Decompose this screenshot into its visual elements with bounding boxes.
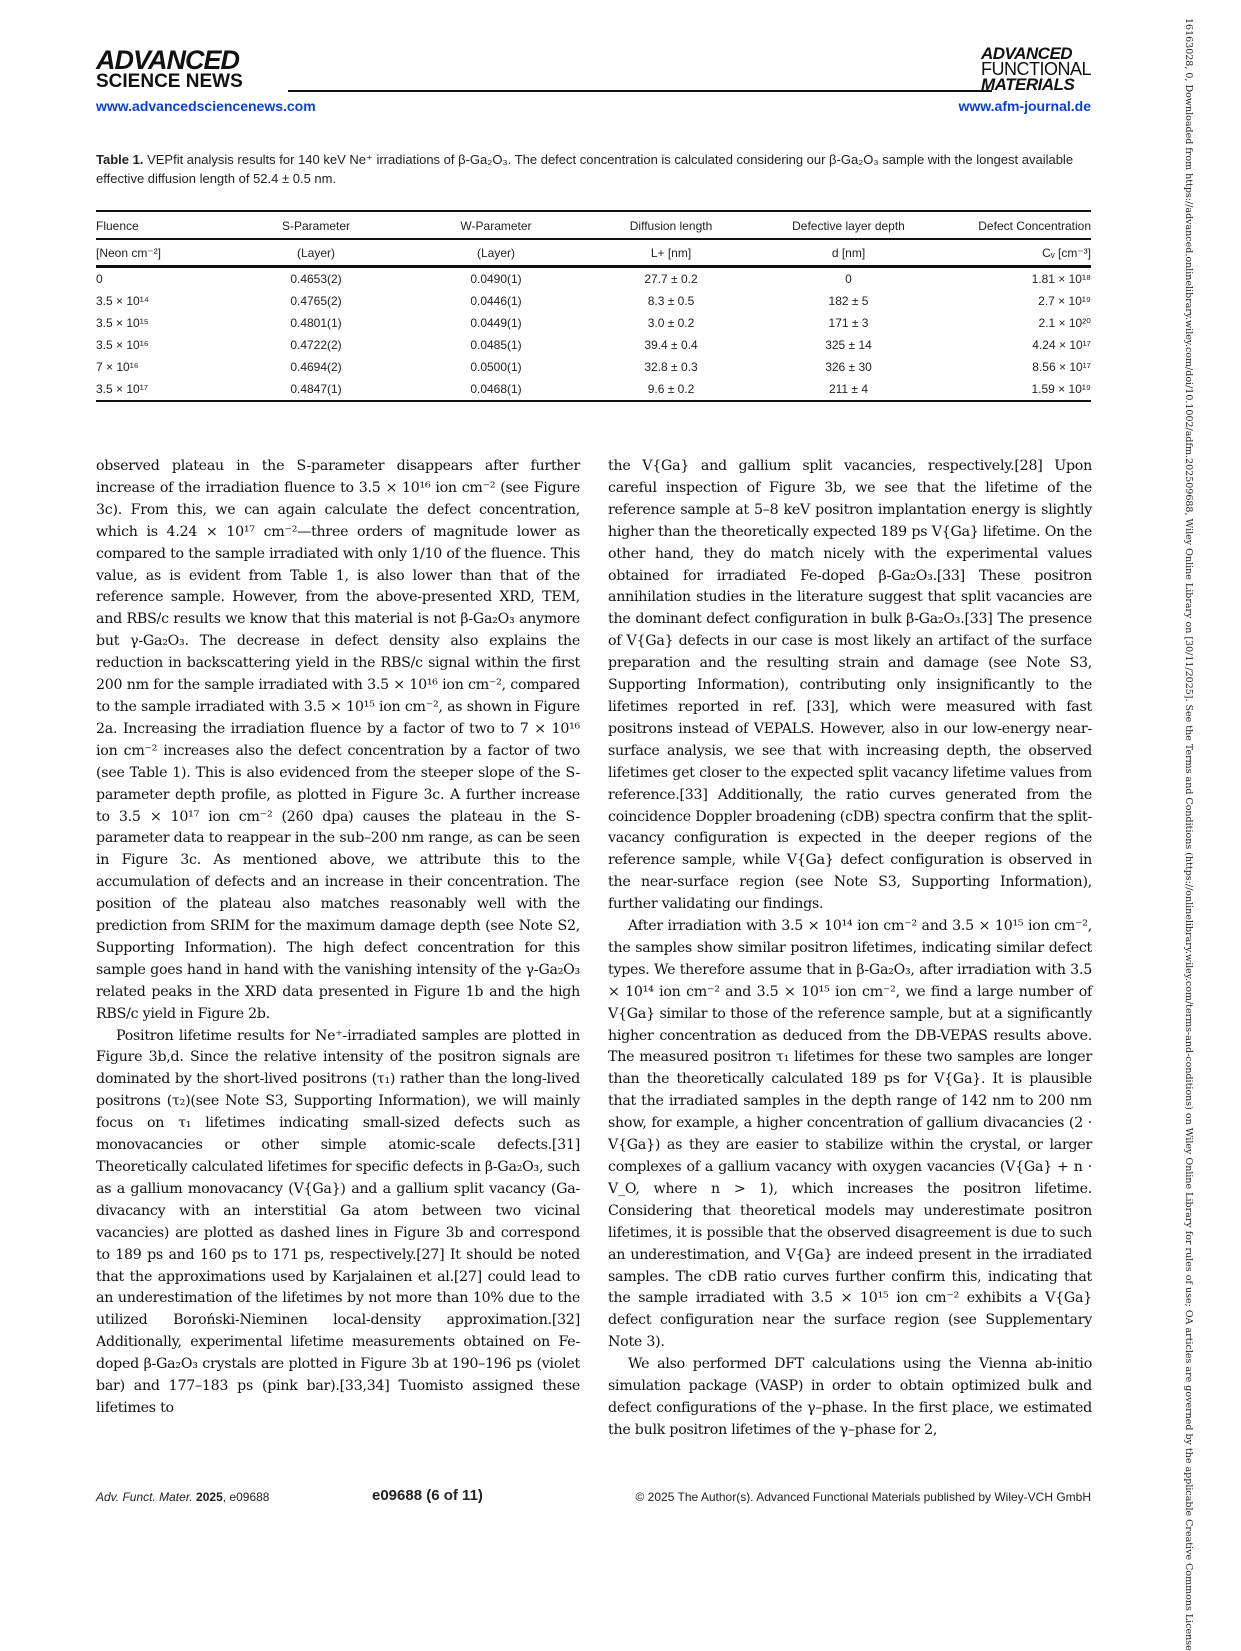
cell-fluence: 3.5 × 10¹⁴ [96, 294, 149, 308]
column-unit-diffusion-length: L+ [nm] [586, 239, 756, 267]
table-row [96, 356, 1091, 378]
column-header-s-parameter: S-Parameter [226, 211, 406, 239]
journal-logo-line1: ADVANCED [980, 44, 1073, 63]
publisher-logo [96, 45, 243, 92]
body-paragraph: Positron lifetime results for Ne⁺-irradiated samples are plotted in Figure 3b,d. Since the relative intensity of the positron signals are dominated by the short-lived positrons (τ₁) rather than the long-lived positrons (τ₂)(see Note S3, Supporting Information), we will mainly focus on τ₁ lifetimes indicating small-sized defects such as monovacancies or other simple atomic-scale defects.[31] Theoretically calculated lifetimes for specific defects in β-Ga₂O₃, such as a gallium monovacancy (V{Ga}) and a gallium split vacancy (Ga-divacancy with an interstitial Ga atom between two vicinal vacancies) are plotted as dashed lines in Figure 3b and correspond to 189 ps and 160 ps to 171 ps, respectively.[27] It should be noted that the approximations used by Karjalainen et al.[27] could lead to an underestimation of the lifetimes by not more than 10% due to the utilized Boroński-Nieminen local-density approximation.[32] Additionally, experimental lifetime measurements obtained on Fe-doped β-Ga₂O₃ crystals are plotted in Figure 3b at 190–196 ps (violet bar) and 177–183 ps (pink bar).[33,34] Tuomisto assigned these lifetimes to [96, 1027, 580, 1416]
cell-layer-depth: 325 ± 14 [825, 338, 872, 352]
cell-diffusion-length: 9.6 ± 0.2 [586, 378, 756, 401]
journal-logo-line3: MATERIALS [980, 75, 1075, 94]
cell-fluence: 0 [96, 272, 103, 286]
column-unit-defective-layer-depth: d [nm] [756, 239, 941, 267]
cell-fluence: 3.5 × 10¹⁷ [96, 378, 226, 401]
cell-layer-depth: 326 ± 30 [825, 360, 872, 374]
journal-logo [981, 46, 1091, 92]
publisher-logo-line1: ADVANCED [96, 45, 240, 75]
table-caption-text: VEPfit analysis results for 140 keV Ne⁺ irradiations of β-Ga₂O₃. The defect concentration is calculated considering our β-Ga₂O₃ sample with the longest available effective diffusion length of 52.4 ± 0.5 nm. [96, 152, 1074, 186]
table-units-row [96, 239, 1091, 267]
cell-diffusion-length: 3.0 ± 0.2 [647, 316, 695, 330]
table-header-row [96, 211, 1091, 239]
body-paragraph: After irradiation with 3.5 × 10¹⁴ ion cm⁻² and 3.5 × 10¹⁵ ion cm⁻², the samples show similar positron lifetimes, indicating similar defect types. We therefore assume that in β-Ga₂O₃, after irradiation with 3.5 × 10¹⁴ ion cm⁻² and 3.5 × 10¹⁵ ion cm⁻², we find a large number of V{Ga} similar to those of the reference sample, but at a significantly higher concentration as deduced from the DB-VEPAS results above. The measured positron τ₁ lifetimes for these two samples are longer than the theoretically calculated 189 ps for V{Ga}. It is plausible that the irradiated samples in the depth range of 142 nm to 200 nm show, for example, a higher concentration of gallium divacancies (2 · V{Ga}) as they are easier to stabilize within the crystal, or larger complexes of a gallium vacancy with oxygen vacancies (V{Ga} + n · V_O, where n > 1), which increases the positron lifetime. Considering that theoretical models may underestimate positron lifetimes, it is possible that the observed disagreement is due to such an underestimation, and V{Ga} are indeed present in the irradiated samples. The cDB ratio curves further confirm this, indicating that the sample irradiated with 3.5 × 10¹⁵ ion cm⁻² exhibits a V{Ga} defect configuration near the surface region (see Supplementary Note 3). [608, 918, 1092, 1351]
download-notice-sidebar: 16163028, 0, Downloaded from https://advanced.onlinelibrary.wiley.com/doi/10.1002/adfm.202509688, Wiley Online Library on [30/11/2025]. See the Terms and Conditions (https://onlinelibrary.wiley.com/terms-and-conditions) on Wiley Online Library for rules of use; OA articles are governed by the applicable Creative Commons License [1183, 18, 1194, 1651]
journal-url-link[interactable]: www.afm-journal.de [958, 98, 1091, 114]
cell-fluence: 7 × 10¹⁶ [96, 360, 139, 374]
cell-s-parameter: 0.4653(2) [290, 272, 342, 286]
cell-w-parameter: 0.0446(1) [470, 294, 522, 308]
cell-layer-depth: 171 ± 3 [828, 316, 869, 330]
cell-w-parameter: 0.0468(1) [406, 378, 586, 401]
column-unit-defect-concentration: Cᵥ [cm⁻³] [941, 239, 1091, 267]
footer-journal-name: Adv. Funct. Mater. [96, 1490, 193, 1504]
cell-s-parameter: 0.4765(2) [290, 294, 342, 308]
footer-copyright: © 2025 The Author(s). Advanced Functional Materials published by Wiley-VCH GmbH [635, 1490, 1091, 1504]
cell-diffusion-length: 27.7 ± 0.2 [644, 272, 698, 286]
column-header-defect-concentration: Defect Concentration [941, 211, 1091, 239]
cell-diffusion-length: 32.8 ± 0.3 [644, 360, 698, 374]
table-body [96, 267, 1091, 402]
cell-s-parameter: 0.4694(2) [290, 360, 342, 374]
column-header-w-parameter: W-Parameter [406, 211, 586, 239]
cell-layer-depth: 182 ± 5 [828, 294, 869, 308]
cell-defect-concentration: 1.59 × 10¹⁹ [941, 378, 1091, 401]
column-header-fluence: Fluence [96, 211, 226, 239]
body-paragraph: the V{Ga} and gallium split vacancies, respectively.[28] Upon careful inspection of Figure 3b, we see that the lifetime of the reference sample at 5–8 keV positron implantation energy is slightly higher than the theoretically expected 189 ps V{Ga} lifetime. On the other hand, they do match nicely with the experimental values obtained for irradiated Fe-doped β-Ga₂O₃.[33] These positron annihilation studies in the literature suggest that split vacancies are the dominant defect configuration in bulk β-Ga₂O₃.[33] The presence of V{Ga} defects in our case is most likely an artifact of the surface preparation and the resulting strain and damage (see Note S3, Supporting Information), contributing only insignificantly to the lifetimes reported in ref. [33], which were measured with fast positrons instead of VEPALS. However, also in our low-energy near-surface analysis, we see that with increasing depth, the observed lifetimes get closer to the expected split vacancy lifetime values from reference.[33] Additionally, the ratio curves generated from the coincidence Doppler broadening (cDB) spectra confirm that the split-vacancy configuration is expected in the deeper regions of the reference sample, while V{Ga} defect configuration is observed in the near-surface region (see Note S3, Supporting Information), further validating our findings. [608, 458, 1092, 913]
table-caption-label: Table 1. [96, 152, 144, 167]
body-paragraph: We also performed DFT calculations using the Vienna ab-initio simulation package (VASP) in order to obtain optimized bulk and defect configurations of the γ–phase. In the first place, we estimated the bulk positron lifetimes of the γ–phase for 2, [608, 1356, 1092, 1438]
cell-s-parameter: 0.4847(1) [226, 378, 406, 401]
cell-defect-concentration: 2.7 × 10¹⁹ [1038, 294, 1091, 308]
cell-s-parameter: 0.4722(2) [290, 338, 342, 352]
column-unit-fluence: [Neon cm⁻²] [96, 239, 226, 267]
publisher-url-link[interactable]: www.advancedsciencenews.com [96, 98, 316, 114]
cell-defect-concentration: 4.24 × 10¹⁷ [1032, 338, 1091, 352]
cell-w-parameter: 0.0500(1) [470, 360, 522, 374]
header-divider [288, 90, 992, 92]
footer-article-number: e09688 [229, 1490, 270, 1504]
table-row [96, 312, 1091, 334]
cell-diffusion-length: 39.4 ± 0.4 [644, 338, 698, 352]
table-caption [96, 150, 1091, 188]
cell-defect-concentration: 2.1 × 10²⁰ [1038, 316, 1091, 330]
publisher-logo-line2: SCIENCE NEWS [96, 71, 243, 92]
cell-diffusion-length: 8.3 ± 0.5 [647, 294, 695, 308]
column-unit-w-parameter: (Layer) [406, 239, 586, 267]
cell-layer-depth: 0 [845, 272, 852, 286]
cell-w-parameter: 0.0490(1) [470, 272, 522, 286]
page-number: e09688 (6 of 11) [372, 1487, 483, 1504]
footer-year: 2025 [196, 1490, 223, 1504]
vepfit-results-table [96, 210, 1091, 402]
cell-s-parameter: 0.4801(1) [290, 316, 342, 330]
table-row [96, 334, 1091, 356]
body-column-left [96, 456, 580, 1420]
table-row [96, 378, 1091, 401]
column-header-diffusion-length: Diffusion length [586, 211, 756, 239]
table-row [96, 290, 1091, 312]
column-header-defective-layer-depth: Defective layer depth [756, 211, 941, 239]
footer-citation: Adv. Funct. Mater. 2025, e09688 [96, 1490, 270, 1504]
body-column-right [608, 456, 1092, 1442]
cell-fluence: 3.5 × 10¹⁵ [96, 316, 149, 330]
cell-w-parameter: 0.0485(1) [470, 338, 522, 352]
cell-fluence: 3.5 × 10¹⁶ [96, 338, 149, 352]
journal-logo-line2: FUNCTIONAL [980, 59, 1091, 79]
cell-w-parameter: 0.0449(1) [470, 316, 522, 330]
table-row [96, 267, 1091, 291]
column-unit-s-parameter: (Layer) [226, 239, 406, 267]
cell-defect-concentration: 1.81 × 10¹⁸ [1031, 272, 1091, 286]
body-paragraph: observed plateau in the S-parameter disappears after further increase of the irradiation fluence to 3.5 × 10¹⁶ ion cm⁻² (see Figure 3c). From this, we can again calculate the defect concentration, which is 4.24 × 10¹⁷ cm⁻²—three orders of magnitude lower as compared to the sample irradiated with only 1/10 of the fluence. This value, as is evident from Table 1, is also lower than that of the reference sample. However, from the above-presented XRD, TEM, and RBS/c results we know that this material is not β-Ga₂O₃ anymore but γ-Ga₂O₃. The decrease in defect density also explains the reduction in backscattering yield in the RBS/c signal within the first 200 nm for the sample irradiated with 3.5 × 10¹⁶ ion cm⁻², compared to the sample irradiated with 3.5 × 10¹⁵ ion cm⁻², as shown in Figure 2a. Increasing the irradiation fluence by a factor of two to 7 × 10¹⁶ ion cm⁻² increases also the defect concentration by a factor of two (see Table 1). This is also evidenced from the steeper slope of the S-parameter depth profile, as plotted in Figure 3c. A further increase to 3.5 × 10¹⁷ ion cm⁻² (260 dpa) causes the plateau in the S-parameter data to reappear in the sub–200 nm range, as can be seen in Figure 3c. As mentioned above, we attribute this to the accumulation of defects and an increase in their concentration. The position of the plateau also matches reasonably well with the prediction from SRIM for the maximum damage depth (see Note S2, Supporting Information). The high defect concentration for this sample goes hand in hand with the vanishing intensity of the γ-Ga₂O₃ related peaks in the XRD data presented in Figure 1b and the high RBS/c yield in Figure 2b. [96, 458, 580, 1022]
cell-layer-depth: 211 ± 4 [756, 378, 941, 401]
cell-defect-concentration: 8.56 × 10¹⁷ [1032, 360, 1091, 374]
